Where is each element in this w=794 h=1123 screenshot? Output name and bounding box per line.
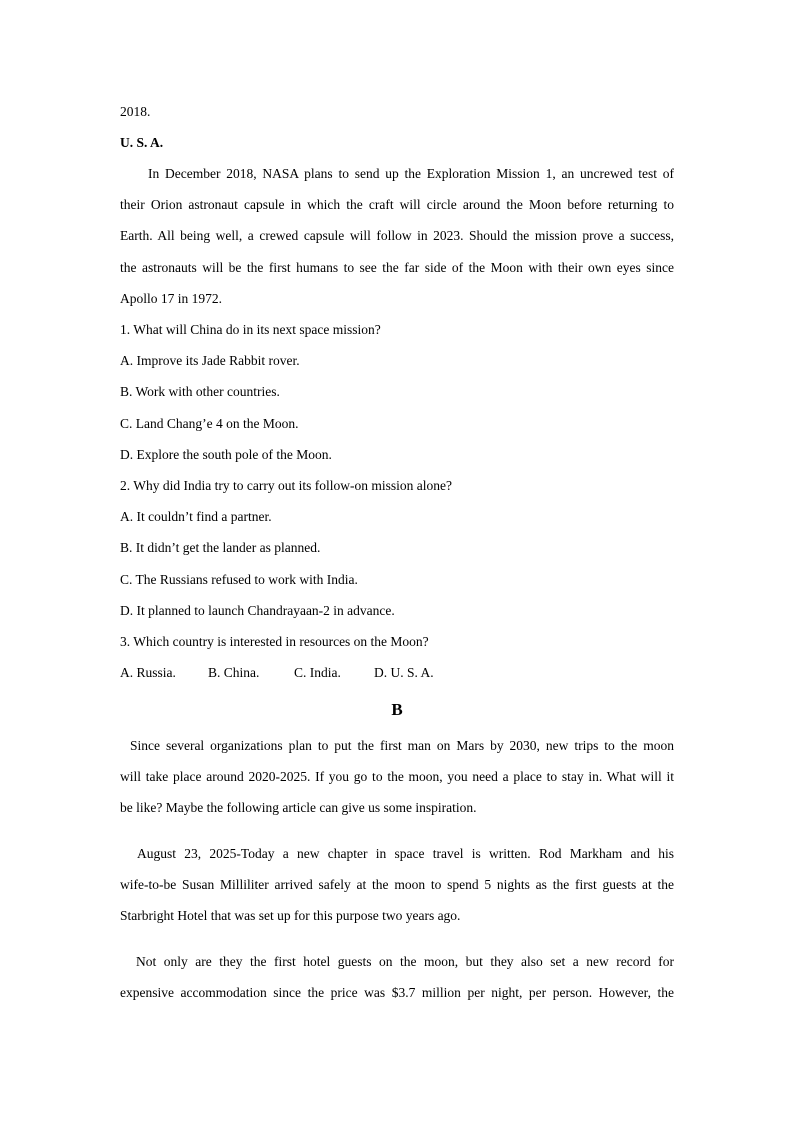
- question-1-option-a: A. Improve its Jade Rabbit rover.: [120, 353, 300, 368]
- b-paragraph-3-line-1: Not only are they the first hotel guests on the moon, but they also set a new record for: [136, 954, 674, 969]
- question-2-option-d: D. It planned to launch Chandrayaan-2 in advance.: [120, 603, 395, 618]
- continued-year-text: 2018.: [120, 104, 151, 119]
- usa-heading: U. S. A.: [120, 135, 164, 150]
- question-3-option-d: D. U. S. A.: [374, 665, 434, 680]
- usa-paragraph-line-5: Apollo 17 in 1972.: [120, 291, 223, 306]
- question-2-option-b: B. It didn’t get the lander as planned.: [120, 540, 321, 555]
- usa-paragraph-line-1: In December 2018, NASA plans to send up the Exploration Mission 1, an uncrewed test of: [148, 166, 674, 181]
- question-3-option-a: A. Russia.: [120, 665, 176, 680]
- b-paragraph-2-line-2: wife-to-be Susan Milliliter arrived safely at the moon to spend 5 nights as the first guests at the: [120, 877, 674, 892]
- question-2: 2. Why did India try to carry out its follow-on mission alone?: [120, 478, 452, 493]
- b-paragraph-1-line-1: Since several organizations plan to put the first man on Mars by 2030, new trips to the moon: [130, 738, 674, 753]
- question-2-option-a: A. It couldn’t find a partner.: [120, 509, 272, 524]
- question-1: 1. What will China do in its next space mission?: [120, 322, 381, 337]
- question-1-option-c: C. Land Chang’e 4 on the Moon.: [120, 416, 299, 431]
- b-paragraph-1-line-3: be like? Maybe the following article can give us some inspiration.: [120, 800, 477, 815]
- usa-paragraph-line-3: Earth. All being well, a crewed capsule will follow in 2023. Should the mission prove a success,: [120, 228, 674, 243]
- question-3: 3. Which country is interested in resources on the Moon?: [120, 634, 429, 649]
- b-paragraph-2-line-1: August 23, 2025-Today a new chapter in space travel is written. Rod Markham and his: [137, 846, 674, 861]
- b-paragraph-3-line-2: expensive accommodation since the price was $3.7 million per night, per person. However, the: [120, 985, 674, 1000]
- question-1-option-b: B. Work with other countries.: [120, 384, 280, 399]
- question-2-option-c: C. The Russians refused to work with India.: [120, 572, 358, 587]
- b-paragraph-2-line-3: Starbright Hotel that was set up for this purpose two years ago.: [120, 908, 461, 923]
- question-3-option-b: B. China.: [208, 665, 260, 680]
- section-b-heading: B: [391, 700, 403, 719]
- question-3-option-c: C. India.: [294, 665, 341, 680]
- usa-paragraph-line-4: the astronauts will be the first humans to see the far side of the Moon with their own eyes since: [120, 260, 674, 275]
- usa-paragraph-line-2: their Orion astronaut capsule in which the craft will circle around the Moon before returning to: [120, 197, 674, 212]
- b-paragraph-1-line-2: will take place around 2020-2025. If you go to the moon, you need a place to stay in. What will it: [120, 769, 674, 784]
- question-1-option-d: D. Explore the south pole of the Moon.: [120, 447, 332, 462]
